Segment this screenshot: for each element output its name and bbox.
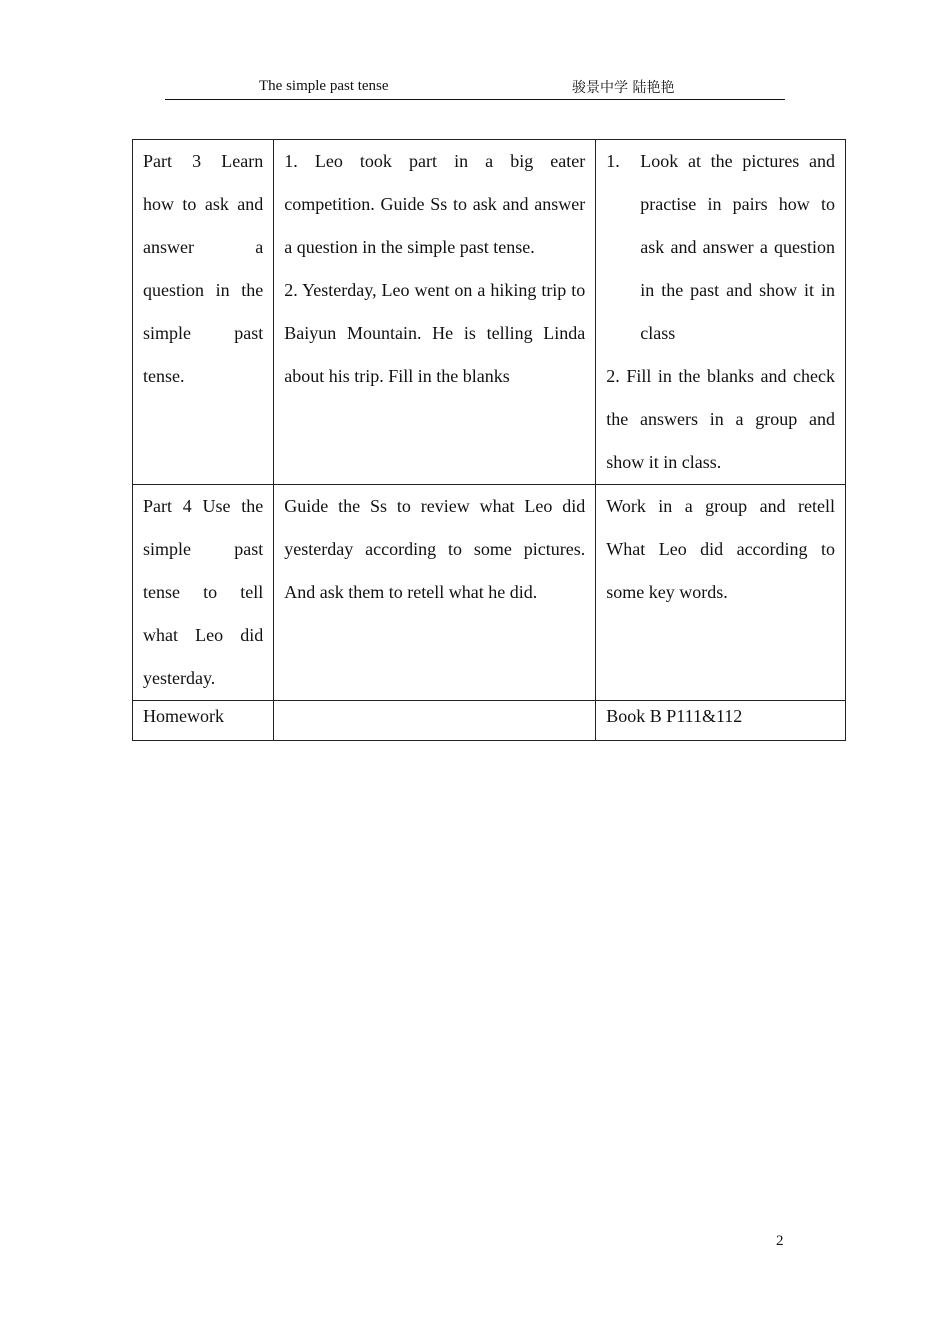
table-row (133, 701, 846, 741)
header-author: 骏景中学 陆艳艳 (572, 80, 675, 96)
teacher-text: Guide the Ss to review what Leo did yesterday according to some pictures. And ask them to retell what he did. (284, 496, 586, 602)
student-cell (596, 701, 846, 741)
part-cell (133, 701, 274, 741)
part-cell (133, 485, 274, 701)
table-row (133, 485, 846, 701)
teacher-cell (274, 701, 596, 741)
part-text: Part 3 Learn how to ask and answer a question in the simple past tense. (143, 151, 264, 386)
student-step-2: 2. Fill in the blanks and check the answers in a group and show it in class. (606, 366, 835, 472)
part-text: Homework (143, 706, 224, 726)
teacher-step-1: 1. Leo took part in a big eater competition. Guide Ss to ask and answer a question in the simple past tense. (284, 151, 586, 257)
student-step-1-text: Look at the pictures and practise in pairs how to ask and answer a question in the past and show it in class (640, 151, 835, 343)
student-step-1-number: 1. (606, 151, 620, 171)
header-title: The simple past tense (259, 78, 389, 94)
page-number: 2 (776, 1233, 784, 1249)
lesson-plan-table (132, 139, 846, 741)
student-cell (596, 485, 846, 701)
table-row (133, 140, 846, 485)
teacher-step-2: 2. Yesterday, Leo went on a hiking trip to Baiyun Mountain. He is telling Linda about his trip. Fill in the blanks (284, 280, 586, 386)
part-cell (133, 140, 274, 485)
teacher-cell (274, 485, 596, 701)
part-text: Part 4 Use the simple past tense to tell what Leo did yesterday. (143, 496, 264, 688)
student-text: Work in a group and retell What Leo did according to some key words. (606, 496, 835, 602)
teacher-cell (274, 140, 596, 485)
student-step-1 (606, 140, 835, 355)
page-header (165, 76, 785, 100)
student-cell (596, 140, 846, 485)
student-text: Book B P111&112 (606, 706, 743, 726)
